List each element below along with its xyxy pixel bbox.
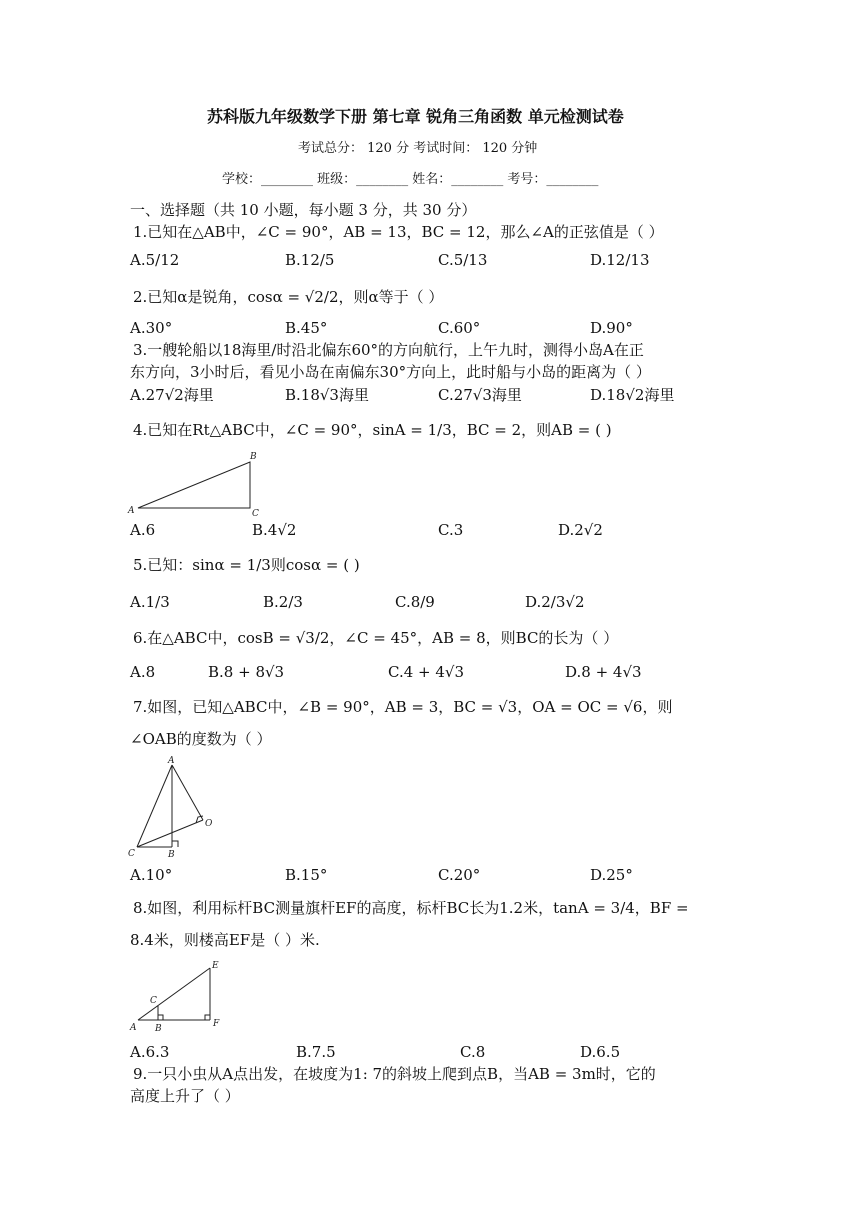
question-4-figure bbox=[128, 450, 268, 520]
question-6-option-c: C.4 + 4√3 bbox=[388, 663, 465, 681]
question-8-option-b: B.7.5 bbox=[296, 1043, 336, 1061]
question-8-figure bbox=[128, 958, 228, 1033]
question-6-option-b: B.8 + 8√3 bbox=[208, 663, 285, 681]
question-5-option-d: D.2/3√2 bbox=[525, 593, 585, 611]
question-1-stem: 1.已知在△AB中，∠C = 90°，AB = 13，BC = 12，那么∠A的正弦值是（ ） bbox=[133, 223, 664, 241]
question-8-stem-line-1: 8.如图，利用标杆BC测量旗杆EF的高度，标杆BC长为1.2米，tanA = 3/4，BF = bbox=[133, 899, 689, 917]
q8-label-a: A bbox=[130, 1023, 137, 1033]
question-2-option-c: C.60° bbox=[438, 319, 481, 337]
question-3-option-a: A.27√2海里 bbox=[130, 386, 214, 404]
question-4-option-c: C.3 bbox=[438, 521, 464, 539]
question-3-stem-line-2: 东方向，3小时后，看见小岛在南偏东30°方向上，此时船与小岛的距离为（ ） bbox=[130, 363, 651, 381]
question-2-option-a: A.30° bbox=[130, 319, 173, 337]
question-5-option-a: A.1/3 bbox=[130, 593, 170, 611]
question-7-figure bbox=[125, 755, 220, 860]
question-6-stem: 6.在△ABC中，cosB = √3/2，∠C = 45°，AB = 8，则BC的长为（ ） bbox=[133, 629, 619, 647]
question-9-stem-line-1: 9.一只小虫从A点出发，在坡度为1: 7的斜坡上爬到点B，当AB = 3m时，它的 bbox=[133, 1065, 656, 1083]
question-7-option-d: D.25° bbox=[590, 866, 633, 884]
question-6-option-d: D.8 + 4√3 bbox=[565, 663, 642, 681]
question-7-option-c: C.20° bbox=[438, 866, 481, 884]
q4-label-a: A bbox=[128, 506, 135, 516]
question-4-option-d: D.2√2 bbox=[558, 521, 603, 539]
q7-label-a: A bbox=[168, 756, 175, 766]
question-8-option-d: D.6.5 bbox=[580, 1043, 621, 1061]
student-info-fields: 学校：________ 班级：________ 姓名：________ 考号：________ bbox=[222, 172, 599, 187]
exam-info: 考试总分： 120 分 考试时间： 120 分钟 bbox=[298, 141, 538, 156]
question-6-option-a: A.8 bbox=[130, 663, 156, 681]
question-2-option-d: D.90° bbox=[590, 319, 633, 337]
question-7-option-b: B.15° bbox=[285, 866, 328, 884]
question-8-option-c: C.8 bbox=[460, 1043, 486, 1061]
question-7-option-a: A.10° bbox=[130, 866, 173, 884]
question-3-option-d: D.18√2海里 bbox=[590, 386, 675, 404]
section-heading: 一、选择题（共 10 小题，每小题 3 分，共 30 分） bbox=[130, 201, 477, 219]
question-4-stem: 4.已知在Rt△ABC中，∠C = 90°，sinA = 1/3，BC = 2，则AB = ( ) bbox=[133, 421, 612, 439]
q7-label-o: O bbox=[205, 819, 213, 829]
q4-label-c: C bbox=[252, 509, 259, 519]
question-4-option-a: A.6 bbox=[130, 521, 156, 539]
question-8-stem-line-2: 8.4米，则楼高EF是（ ）米. bbox=[130, 931, 320, 949]
question-9-stem-line-2: 高度上升了（ ） bbox=[130, 1087, 240, 1105]
question-2-stem: 2.已知α是锐角，cosα = √2/2，则α等于（ ） bbox=[133, 288, 444, 306]
question-5-option-b: B.2/3 bbox=[263, 593, 303, 611]
question-3-stem-line-1: 3.一艘轮船以18海里/时沿北偏东60°的方向航行，上午九时，测得小岛A在正 bbox=[133, 341, 644, 359]
q4-label-b: B bbox=[250, 452, 257, 462]
question-7-stem-line-2: ∠OAB的度数为（ ） bbox=[130, 730, 272, 748]
question-3-option-c: C.27√3海里 bbox=[438, 386, 522, 404]
exam-title: 苏科版九年级数学下册 第七章 锐角三角函数 单元检测试卷 bbox=[207, 107, 624, 126]
q7-label-c: C bbox=[128, 849, 135, 859]
q7-label-b: B bbox=[168, 850, 175, 860]
question-3-option-b: B.18√3海里 bbox=[285, 386, 369, 404]
question-1-option-a: A.5/12 bbox=[130, 251, 180, 269]
q8-label-f: F bbox=[213, 1019, 220, 1029]
question-2-option-b: B.45° bbox=[285, 319, 328, 337]
question-5-stem: 5.已知：sinα = 1/3则cosα = ( ) bbox=[133, 556, 360, 574]
q8-label-c: C bbox=[150, 996, 157, 1006]
q8-label-b: B bbox=[155, 1024, 162, 1034]
question-4-option-b: B.4√2 bbox=[252, 521, 297, 539]
q8-label-e: E bbox=[212, 961, 219, 971]
question-7-stem-line-1: 7.如图，已知△ABC中，∠B = 90°，AB = 3，BC = √3，OA = OC = √6，则 bbox=[133, 698, 673, 716]
question-1-option-c: C.5/13 bbox=[438, 251, 488, 269]
question-8-option-a: A.6.3 bbox=[130, 1043, 170, 1061]
question-1-option-b: B.12/5 bbox=[285, 251, 335, 269]
question-1-option-d: D.12/13 bbox=[590, 251, 650, 269]
question-5-option-c: C.8/9 bbox=[395, 593, 435, 611]
